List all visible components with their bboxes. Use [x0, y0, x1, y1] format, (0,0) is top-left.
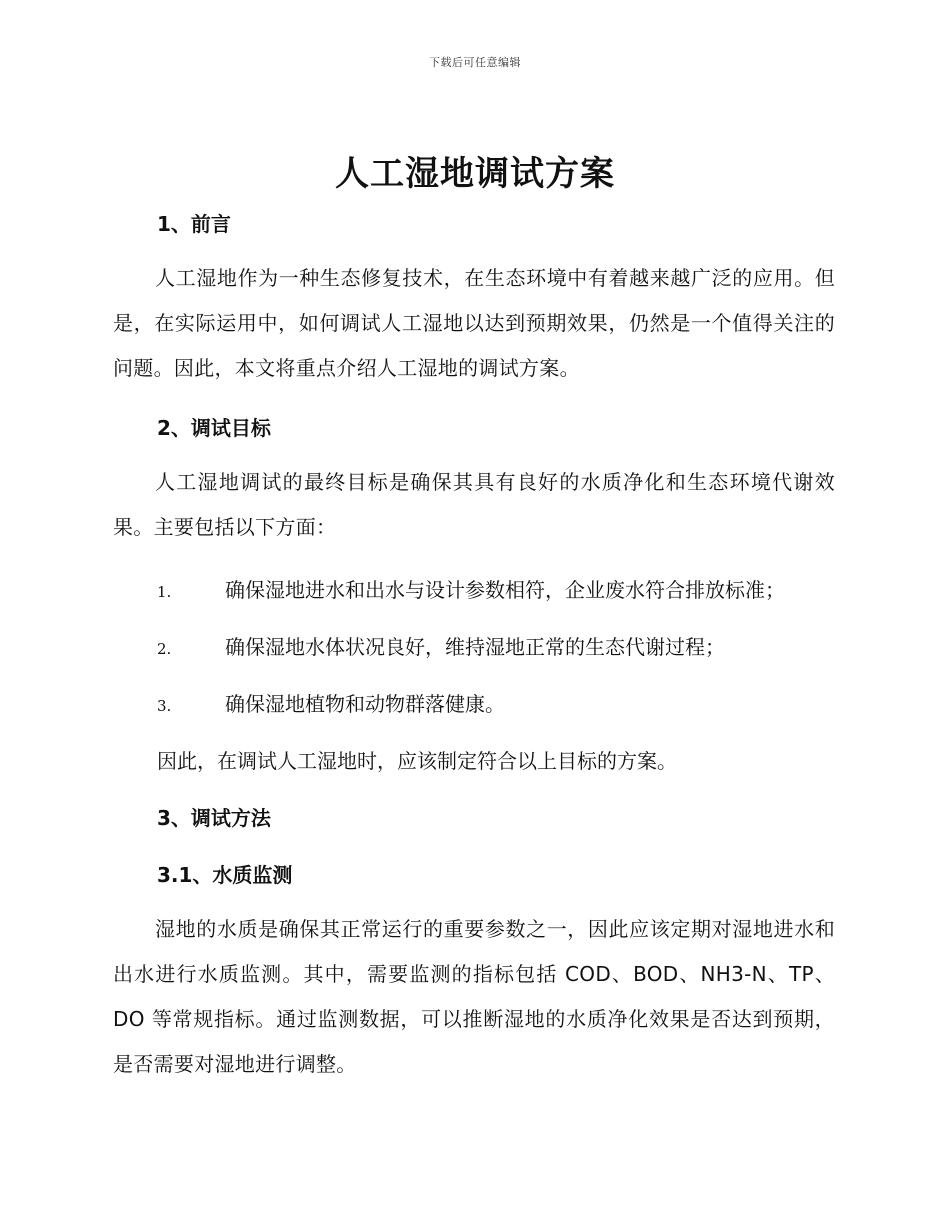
goals-paragraph: 人工湿地调试的最终目标是确保其具有良好的水质净化和生态环境代谢效果。主要包括以下方面： [113, 470, 835, 539]
list-text: 确保湿地水体状况良好，维持湿地正常的生态代谢过程； [225, 635, 725, 659]
list-number: 2. [157, 640, 172, 658]
subsection-heading-water-monitoring: 3.1、水质监测 [157, 863, 293, 887]
document-title: 人工湿地调试方案 [335, 154, 615, 194]
goals-closing-text: 因此，在调试人工湿地时，应该制定符合以上目标的方案。 [157, 749, 677, 773]
list-item [157, 688, 505, 717]
section-heading-methods: 3、调试方法 [157, 806, 271, 830]
page-header-note: 下载后可任意编辑 [429, 56, 521, 69]
list-item [157, 574, 785, 603]
preface-paragraph: 人工湿地作为一种生态修复技术，在生态环境中有着越来越广泛的应用。但是，在实际运用中，如何调试人工湿地以达到预期效果，仍然是一个值得关注的问题。因此，本文将重点介绍人工湿地的调试方案。 [113, 266, 835, 380]
list-text: 确保湿地进水和出水与设计参数相符，企业废水符合排放标准； [225, 578, 785, 602]
section-heading-preface: 1、前言 [157, 212, 231, 236]
list-number: 3. [157, 697, 172, 715]
water-monitoring-paragraph: 湿地的水质是确保其正常运行的重要参数之一，因此应该定期对湿地进水和出水进行水质监测。其中，需要监测的指标包括 COD、BOD、NH3-N、TP、DO 等常规指标。通过监测数据，可以推断湿地的水质净化效果是否达到预期，是否需要对湿地进行调整。 [113, 917, 835, 1076]
list-text: 确保湿地植物和动物群落健康。 [225, 692, 505, 716]
list-item [157, 631, 725, 660]
list-number: 1. [157, 583, 172, 601]
section-heading-goals: 2、调试目标 [157, 416, 271, 440]
